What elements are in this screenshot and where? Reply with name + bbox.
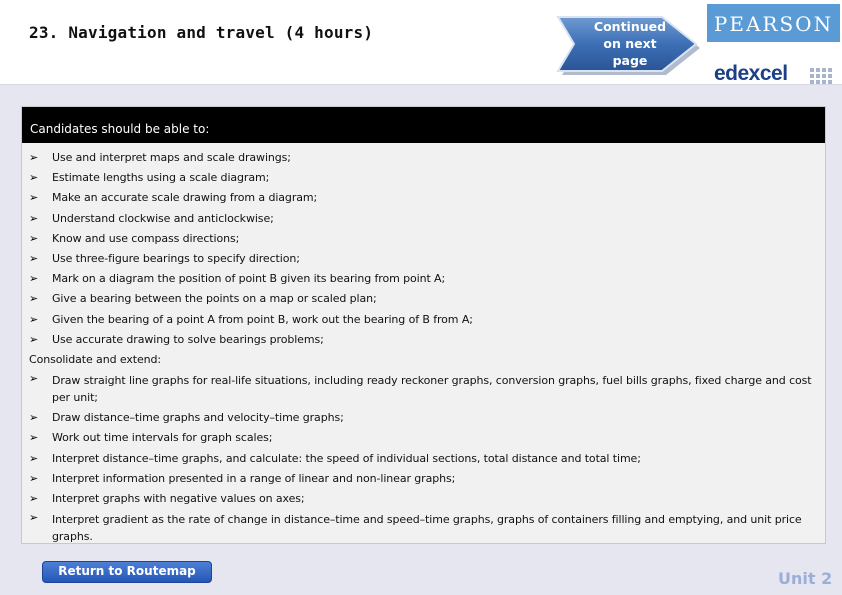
- arrow-bullet-icon: ➢: [29, 312, 39, 326]
- continued-next-page-button[interactable]: [556, 13, 702, 77]
- objectives-list: [28, 148, 823, 547]
- arrow-bullet-icon: ➢: [29, 151, 39, 164]
- arrow-bullet-icon: ➢: [29, 451, 39, 465]
- list-item: ➢ Understand clockwise and anticlockwise;: [28, 209, 823, 229]
- pearson-logo: [707, 4, 840, 42]
- objectives-panel: [21, 106, 826, 544]
- arrow-bullet-icon: ➢: [29, 191, 39, 205]
- list-item: ➢ Know and use compass directions;: [28, 229, 823, 249]
- arrow-bullet-icon: ➢: [29, 332, 39, 346]
- list-item: ➢ Interpret information presented in a range of linear and non-linear graphs;: [28, 469, 823, 489]
- continued-line-1: Continued: [593, 19, 667, 34]
- list-item: ➢ Estimate lengths using a scale diagram;: [28, 168, 823, 188]
- continued-line-2: on next: [603, 36, 657, 51]
- panel-header: [22, 107, 825, 143]
- edexcel-grid-icon: [810, 68, 832, 86]
- arrow-bullet-icon: ➢: [29, 292, 39, 306]
- list-item: ➢ Work out time intervals for graph scales;: [28, 428, 823, 448]
- list-item: ➢ Use three-figure bearings to specify direction;: [28, 249, 823, 269]
- arrow-bullet-icon: ➢: [29, 492, 39, 506]
- list-item: ➢ Make an accurate scale drawing from a diagram;: [28, 188, 823, 208]
- arrow-bullet-icon: ➢: [29, 431, 39, 445]
- continued-line-3: page: [612, 53, 648, 68]
- arrow-bullet-icon: ➢: [29, 272, 39, 286]
- list-item: ➢ Draw distance–time graphs and velocity–time graphs;: [28, 408, 823, 428]
- pearson-logo-text: PEARSON: [713, 12, 834, 36]
- return-to-routemap-label: Return to Routemap: [58, 564, 196, 578]
- list-item: ➢ Interpret gradient as the rate of change in distance–time and speed–time graphs, graphs of containers filling and emptying, and unit price graphs.: [29, 511, 802, 544]
- consolidate-label: Consolidate and extend:: [29, 353, 161, 367]
- list-item: ➢ Use and interpret maps and scale drawings;: [28, 148, 823, 168]
- page-title: 23. Navigation and travel (4 hours): [29, 23, 374, 42]
- list-item: ➢ Use accurate drawing to solve bearings problems;: [28, 330, 823, 350]
- list-item: ➢ Mark on a diagram the position of point B given its bearing from point A;: [28, 269, 823, 289]
- arrow-bullet-icon: ➢: [29, 171, 39, 185]
- panel-heading: Candidates should be able to:: [30, 122, 210, 136]
- arrow-bullet-icon: ➢: [29, 372, 39, 386]
- arrow-bullet-icon: ➢: [29, 252, 39, 266]
- list-item: ➢ Draw straight line graphs for real-life situations, including ready reckoner graphs, conversion graphs, fuel bills graphs, fixed charge and cost per unit;: [29, 372, 812, 405]
- list-item: ➢ Given the bearing of a point A from point B, work out the bearing of B from A;: [28, 310, 823, 330]
- arrow-bullet-icon: ➢: [29, 231, 39, 245]
- list-item: ➢ Give a bearing between the points on a map or scaled plan;: [28, 289, 823, 309]
- arrow-bullet-icon: ➢: [29, 511, 39, 525]
- edexcel-logo: [714, 60, 834, 88]
- arrow-bullet-icon: ➢: [29, 471, 39, 485]
- arrow-bullet-icon: ➢: [29, 211, 39, 225]
- list-item: ➢ Interpret distance–time graphs, and calculate: the speed of individual sections, total distance and total time;: [28, 449, 823, 469]
- arrow-bullet-icon: ➢: [29, 411, 39, 425]
- return-to-routemap-button[interactable]: [42, 561, 212, 583]
- list-item: ➢ Interpret graphs with negative values on axes;: [28, 489, 823, 509]
- continued-label: [576, 18, 684, 69]
- unit-label: Unit 2: [778, 569, 833, 588]
- edexcel-logo-text: edexcel: [714, 62, 788, 85]
